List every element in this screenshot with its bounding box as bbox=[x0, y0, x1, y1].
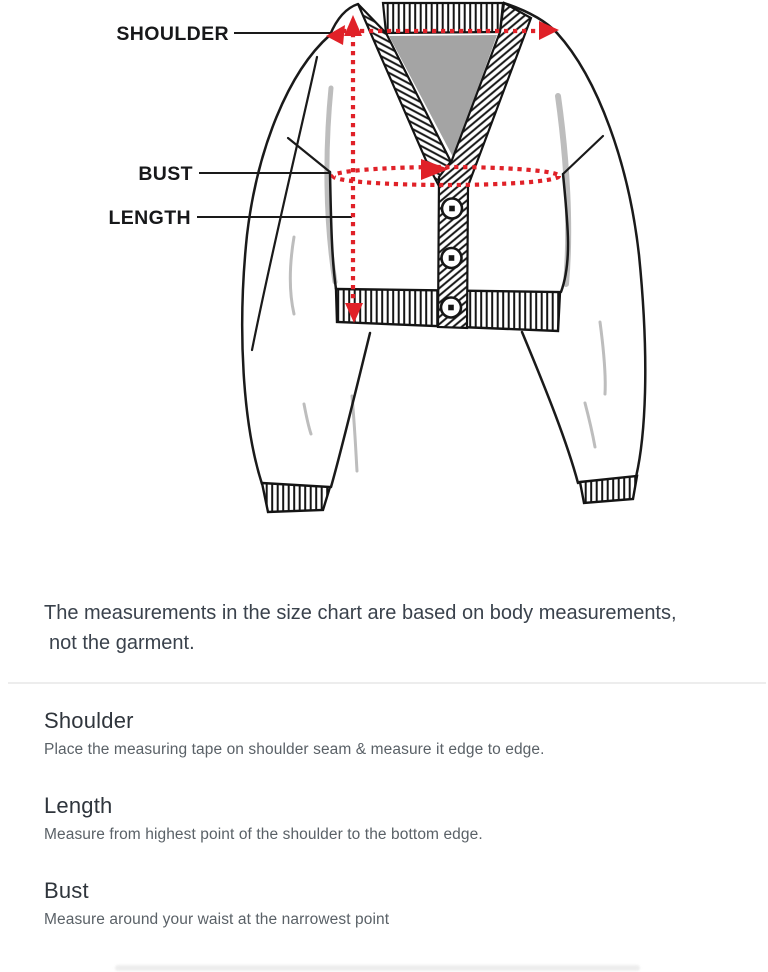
section-divider bbox=[8, 682, 766, 684]
back-collar-ribbing bbox=[383, 3, 503, 33]
length-section-title: Length bbox=[44, 793, 113, 818]
shoulder-label: SHOULDER bbox=[116, 23, 229, 45]
bust-section bbox=[44, 878, 722, 929]
next-section-edge bbox=[115, 965, 640, 971]
note-line-2: not the garment. bbox=[49, 632, 195, 654]
right-cuff-ribbing bbox=[580, 476, 637, 503]
left-cuff-ribbing bbox=[262, 483, 330, 512]
shoulder-section bbox=[44, 708, 722, 759]
button-icon bbox=[442, 248, 462, 268]
length-section-description: Measure from highest point of the shoulder to the bottom edge. bbox=[44, 826, 483, 843]
right-armhole-seam bbox=[563, 136, 603, 174]
shoulder-section-description: Place the measuring tape on shoulder seam & measure it edge to edge. bbox=[44, 741, 545, 758]
length-label: LENGTH bbox=[108, 207, 191, 229]
measurement-note bbox=[44, 598, 722, 658]
size-guide-text bbox=[0, 598, 768, 929]
arrow-right-icon bbox=[539, 21, 559, 40]
shoulder-section-title: Shoulder bbox=[44, 708, 134, 733]
arrow-up-icon bbox=[344, 15, 362, 36]
length-section bbox=[44, 793, 722, 844]
button-icon bbox=[442, 199, 462, 219]
arrow-left-icon bbox=[326, 25, 345, 45]
button-icon bbox=[441, 298, 461, 318]
bust-section-description: Measure around your waist at the narrowest point bbox=[44, 911, 390, 928]
bust-label: BUST bbox=[138, 163, 193, 185]
right-sleeve-inner-edge bbox=[522, 332, 578, 483]
button-row bbox=[441, 199, 462, 318]
bust-section-title: Bust bbox=[44, 878, 89, 903]
left-sleeve-outer-edge bbox=[242, 35, 330, 484]
left-sleeve-inner-edge bbox=[331, 333, 370, 487]
note-line-1: The measurements in the size chart are based on body measurements, bbox=[44, 602, 677, 624]
